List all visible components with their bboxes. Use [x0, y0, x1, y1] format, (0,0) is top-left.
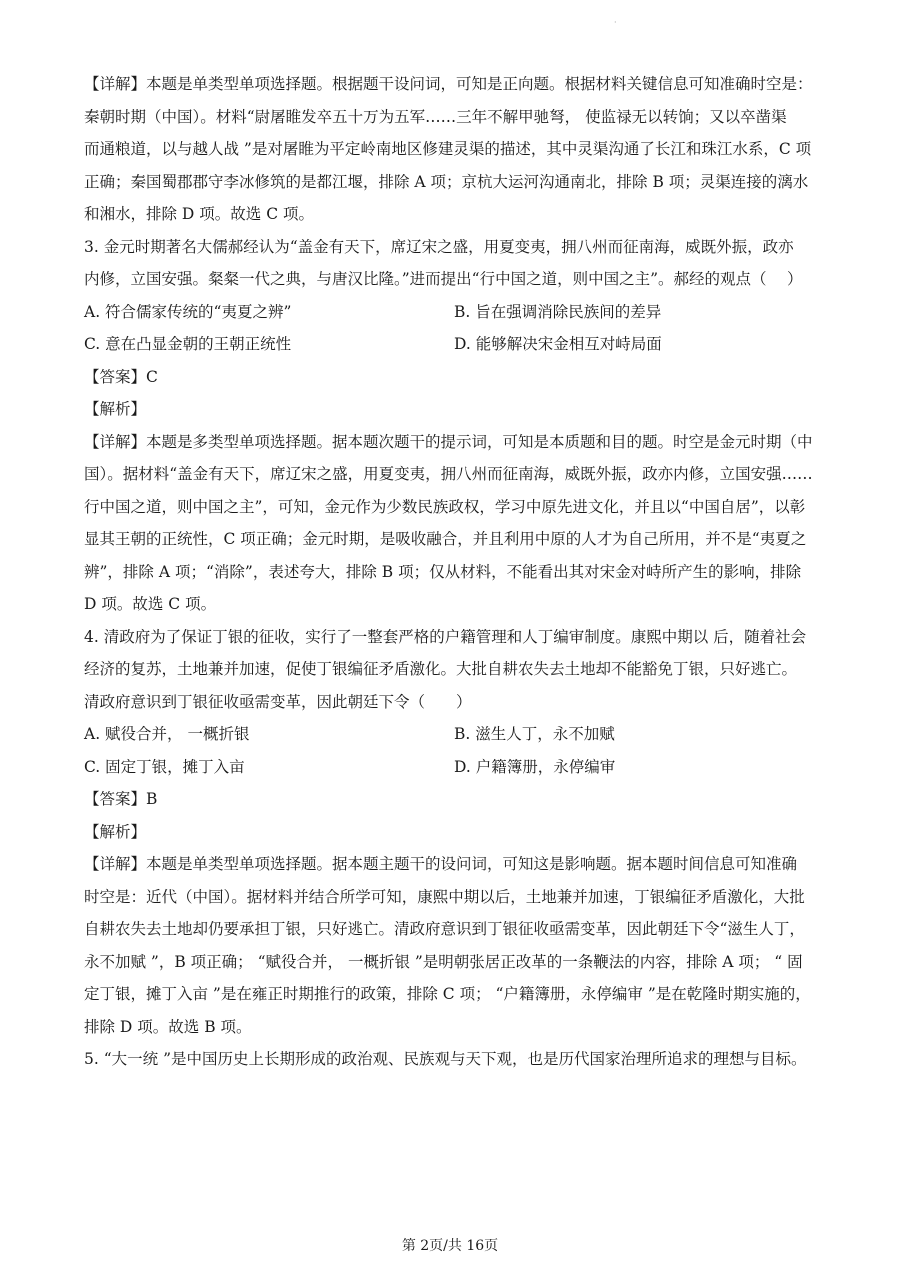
- text-line: 定丁银，摊丁入亩 ”是在雍正时期推行的政策，排除 C 项； “户籍簿册，永停编审 ”是在乾隆时期实施的，: [84, 985, 811, 1003]
- options-row: [84, 751, 824, 784]
- option-b: B. 滋生人丁，永不加赋: [454, 725, 615, 743]
- text-line: 显其王朝的正统性，C 项正确；金元时期，是吸收融合，并且利用中原的人才为自己所用，并不是“夷夏之: [84, 530, 807, 548]
- q2-analysis: [84, 68, 824, 231]
- options-row: [84, 718, 824, 751]
- option-c: C. 固定丁银，摊丁入亩: [84, 757, 245, 776]
- options-row: [84, 296, 824, 329]
- analysis-label: 【解析】: [84, 822, 147, 841]
- text-line: 自耕农失去土地却仍要承担丁银，只好逃亡。清政府意识到丁银征收亟需变革，因此朝廷下令“滋生人丁，: [84, 920, 805, 938]
- text-line: D 项。故选 C 项。: [84, 595, 217, 613]
- options-row: [84, 328, 824, 361]
- option-d: D. 能够解决宋金相互对峙局面: [454, 335, 662, 353]
- question-stem: 内修，立国安强。粲粲一代之典，与唐汉比隆。”进而提出“行中国之道，则中国之主”。郝经的观点（ ）: [84, 270, 803, 288]
- text-line: 【详解】本题是单类型单项选择题。根据题干设问词，可知是正向题。根据材料关键信息可知准确时空是：: [84, 75, 813, 93]
- question-5: [84, 1043, 824, 1076]
- text-line: 行中国之道，则中国之主”，可知，金元作为少数民族政权，学习中原先进文化，并且以“中国自居”，以彰: [84, 497, 806, 516]
- text-line: 时空是：近代（中国）。据材料并结合所学可知，康熙中期以后，土地兼并加速，丁银编征矛盾激化，大批: [84, 887, 805, 906]
- question-4: [84, 621, 824, 1044]
- question-stem: 清政府意识到丁银征收亟需变革，因此朝廷下令（ ）: [84, 692, 472, 711]
- text-line: 正确；秦国蜀郡郡守李冰修筑的是都江堰，排除 A 项；京杭大运河沟通南北，排除 B 项；灵渠连接的漓水: [84, 172, 809, 191]
- text-line: 辨”，排除 A 项；“消除”，表述夸大，排除 B 项；仅从材料，不能看出其对宋金对峙所产生的影响，排除: [84, 562, 802, 581]
- answer: 【答案】B: [84, 790, 158, 808]
- text-line: 【详解】本题是多类型单项选择题。据本题次题干的提示词，可知是本质题和目的题。时空是金元时期（中: [84, 432, 813, 451]
- text-line: 秦朝时期（中国）。材料“尉屠睢发卒五十万为五军……三年不解甲驰弩， 使监禄无以转饷；又以卒凿渠: [84, 107, 787, 126]
- option-d: D. 户籍簿册，永停编审: [454, 757, 616, 776]
- question-stem: 3. 金元时期著名大儒郝经认为“盖金有天下，席辽宋之盛，用夏变夷，拥八州而征南海，威既外振，政亦: [84, 237, 794, 256]
- option-a: A. 符合儒家传统的“夷夏之辨”: [84, 302, 292, 321]
- text-line: 国）。据材料“盖金有天下，席辽宋之盛，用夏变夷，拥八州而征南海，威既外振，政亦内修，立国安强……: [84, 465, 813, 483]
- question-3: [84, 231, 824, 621]
- option-a: A. 赋役合并， 一概折银: [84, 725, 250, 743]
- analysis-label: 【解析】: [84, 400, 147, 418]
- option-b: B. 旨在强调消除民族间的差异: [454, 302, 662, 321]
- text-line: 永不加赋 ”，B 项正确； “赋役合并， 一概折银 ”是明朝张居正改革的一条鞭法的内容，排除 A 项； “ 固: [84, 952, 803, 971]
- option-c: C. 意在凸显金朝的王朝正统性: [84, 335, 292, 353]
- text-line: 和湘水，排除 D 项。故选 C 项。: [84, 205, 314, 223]
- text-line: 排除 D 项。故选 B 项。: [84, 1017, 252, 1036]
- question-stem: 5. “大一统 ”是中国历史上长期形成的政治观、民族观与天下观，也是历代国家治理所追求的理想与目标。: [84, 1050, 807, 1068]
- page-footer: 第 2页/共 16页: [401, 1238, 499, 1254]
- text-line: 【详解】本题是单类型单项选择题。据本题主题干的设问词，可知这是影响题。据本题时间信息可知准确: [84, 855, 798, 873]
- text-line: 而通粮道，以与越人战 ”是对屠睢为平定岭南地区修建灵渠的描述，其中灵渠沟通了长江和珠江水系，C 项: [84, 140, 812, 158]
- page-dot: ·: [614, 18, 617, 27]
- question-stem: 经济的复苏，土地兼并加速，促使丁银编征矛盾激化。大批自耕农失去土地却不能豁免丁银，只好逃亡。: [84, 660, 798, 678]
- question-stem: 4. 清政府为了保证丁银的征收，实行了一整套严格的户籍管理和人丁编审制度。康熙中期以 后，随着社会: [84, 627, 807, 646]
- page-content: [84, 68, 824, 1076]
- answer: 【答案】C: [84, 367, 158, 386]
